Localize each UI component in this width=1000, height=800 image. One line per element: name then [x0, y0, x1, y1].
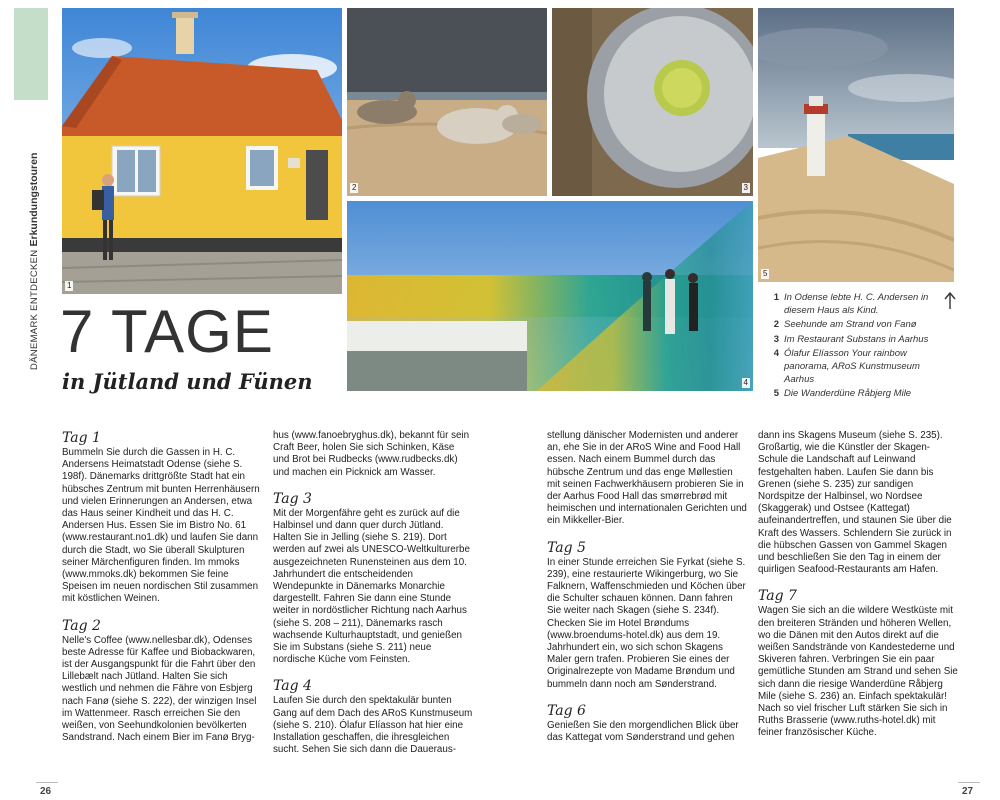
day-heading: Tag 2	[62, 617, 101, 634]
day-text: stellung dänischer Modernisten und anderer an, ehe Sie in der ARoS Wine and Food Hall essen. Nach einem Bummel durch das hübsche Zentrum und das enge Møllestien mit seinen Fachwerkhäusern probieren Sie in der Aarhus Food Hall das smørrebrød mit heimischen und internationalen Gerichten und ein Mikkeller-Bier.	[547, 430, 747, 527]
section-tab	[14, 8, 48, 100]
day-text: Mit der Morgenfähre geht es zurück auf die Halbinsel und dann quer durch Jütland. Halten Sie in Jelling (siehe S. 219). Dort werden auf zwei als UNESCO-Weltkulturerbe ausgezeichneten Runensteinen aus dem 10. Jahrhundert die entscheidenden Wendepunkte in Dänemarks Monarchie dargestellt. Fahren Sie dann eine Stunde weiter in nordöstlicher Richtung nach Aarhus (siehe S. 208 – 211), Dänemarks rasch wachsende Kulturhauptstadt, und genießen Sie im Substans (siehe S. 211) neue nordische Küche vom Feinsten.	[273, 507, 470, 666]
caption-item	[764, 319, 964, 332]
text-column-3	[547, 430, 747, 744]
photo-dish	[552, 8, 753, 196]
photo-captions	[764, 292, 964, 403]
photo-number: 4	[743, 378, 748, 387]
section-title: Erkundungstouren	[28, 152, 40, 247]
day-heading: Tag 1	[62, 430, 101, 446]
page-number-left: 26	[40, 786, 52, 797]
day-text: Wagen Sie sich an die wildere Westküste mit den breiteren Stränden und höheren Wellen, wo die Dänen mit den Autos direkt auf die weißen Sandstrände von Kandestederne und Skiveren fahren. Verbringen Sie ein paar gemütliche Stunden am Strand und sehen Sie sich dann die riesige Wanderdüne Råbjerg Mile (siehe S. 236) an. Einfach spektakulär! Nach so viel frischer Luft stärken Sie sich in Ruths Brasserie (www.ruths-hotel.dk) mit feiner französischer Küche.	[758, 605, 958, 739]
caption-text: Im Restaurant Substans in Aarhus	[784, 333, 929, 345]
day-heading: Tag 6	[547, 702, 586, 719]
text-column-1	[62, 430, 262, 744]
caption-number: 4	[773, 348, 779, 360]
photo-number: 2	[352, 183, 357, 192]
caption-item	[764, 292, 964, 317]
day-text: Bummeln Sie durch die Gassen in H. C. Andersens Heimatstadt Odense (siehe S. 198f). Dänemarks drittgrößte Stadt hat ein hübsches Zentrum mit bunten Herrenhäusern und vielen Erinnerungen an Andersen, etwa das Haus seiner Kindheit und das H. C. Andersen Hus. Essen Sie im Bistro No. 61 (www.restaurant.no1.dk) und laufen Sie dann durch die Stadt, wo Sie überall Skulpturen seiner Märchenfiguren finden. Im mmoks (www.mmoks.dk) bekommen Sie feine Speisen im neuen nordischen Stil zusammen mit köstlichen Weinen.	[62, 447, 260, 605]
day-text: Laufen Sie durch den spektakulär bunten Gang auf dem Dach des ARoS Kunstmuseum (siehe S. 210). Ólafur Elíasson hat hier eine Installation geschaffen, die ihresgleichen sucht. Sehen Sie sich dann die Daueraus-	[273, 695, 473, 756]
day-text: dann ins Skagens Museum (siehe S. 235). Großartig, wie die Künstler der Skagen-Schule die Landschaft auf Leinwand festgehalten haben. Laufen Sie dann bis Grenen (siehe S. 235) zur sandigen Nordspitze der Halbinsel, wo Nordsee (Skaggerak) und Ostsee (Kattegat) aufeinandertreffen, und staunen Sie über die Kraft des Wassers. Schlendern Sie zurück in die hübschen Gassen von Gammel Skagen und beschließen Sie den Tag in einem der quirligen Seafood-Restaurants am Hafen.	[758, 430, 952, 576]
caption-number: 1	[773, 292, 779, 303]
caption-number: 2	[773, 319, 779, 331]
caption-number: 5	[773, 388, 779, 400]
day-heading: Tag 4	[273, 678, 312, 695]
day-text: Nelle's Coffee (www.nellesbar.dk), Odenses beste Adresse für Kaffee und Biobackwaren, ist der Ausgangspunkt für die Fahrt über den Lillebælt nach Jütland. Halten Sie sich westlich und nehmen die Fähre von Esbjerg nach Fanø (siehe S. 222), der winzigen Insel im Wattenmeer. Rasch erreichen Sie den weißen, von Seehundkolonien bevölkerten Sandstrand. Nach einem Bier im Fanø Bryg-	[62, 634, 257, 744]
day-heading: Tag 3	[273, 490, 312, 507]
caption-text: In Odense lebte H. C. Andersen in diesem Haus als Kind.	[784, 292, 929, 316]
caption-text: Seehunde am Strand von Fanø	[784, 319, 917, 331]
section-prefix: DÄNEMARK ENTDECKEN	[29, 249, 40, 370]
caption-text: Ólafur Elíasson Your rainbow panorama, ARoS Kunstmuseum Aarhus	[784, 348, 920, 385]
day-heading: Tag 5	[547, 539, 586, 556]
photo-rainbow-panorama	[347, 201, 753, 391]
arrow-up-icon	[944, 292, 956, 310]
caption-number: 3	[773, 333, 779, 345]
photo-number: 3	[743, 183, 748, 192]
caption-item	[764, 334, 964, 347]
day-heading: Tag 7	[758, 588, 797, 605]
photo-number: 1	[67, 281, 72, 290]
photo-lighthouse-dune	[758, 8, 954, 282]
page-title: 7 TAGE	[60, 298, 274, 365]
page-number-right: 27	[962, 786, 974, 797]
day-text: Genießen Sie den morgendlichen Blick über das Kattegat vom Sønderstrand und gehen	[547, 719, 739, 744]
photo-andersen-house	[62, 8, 342, 294]
photo-seals	[347, 8, 547, 196]
text-column-4	[758, 430, 958, 740]
photo-number: 5	[763, 269, 768, 278]
running-section-label	[28, 110, 44, 370]
footer-rule-right	[958, 782, 980, 783]
day-text: hus (www.fanoebryghus.dk), bekannt für sein Craft Beer, holen Sie sich Schinken, Käse und Brot bei Rudbecks (www.rudbecks.dk) und machen ein Picknick am Wasser.	[273, 430, 470, 478]
day-text: In einer Stunde erreichen Sie Fyrkat (siehe S. 239), eine restaurierte Wikingerburg, wo Sie Falknern, Waffenschmieden und Köchen über die Schulter schauen können. Dann fahren Sie weiter nach Skagen (siehe S. 234f). Checken Sie im Hotel Brøndums (www.broendums-hotel.dk) aus dem 19. Jahrhundert ein, wo sich schon Skagens Maler gern trafen. Probieren Sie eines der Originalrezepte von Madame Brøndum und bummeln dann noch am Sønderstrand.	[547, 556, 746, 690]
page-subtitle: in Jütland und Fünen	[62, 369, 313, 394]
footer-rule-left	[36, 782, 58, 783]
caption-item	[764, 388, 964, 401]
text-column-2	[273, 430, 473, 756]
caption-item	[764, 348, 964, 386]
caption-text: Die Wanderdüne Råbjerg Mile	[784, 388, 912, 400]
